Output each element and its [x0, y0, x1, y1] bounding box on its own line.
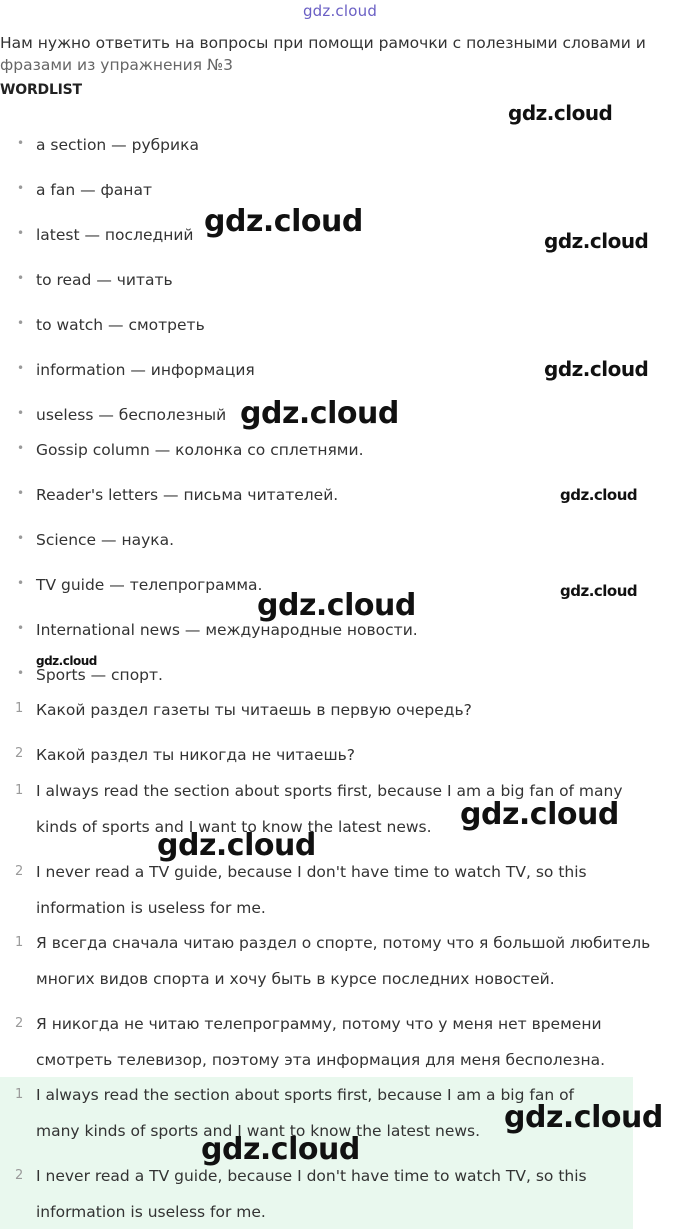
answer-line: Я никогда не читаю телепрограмму, потому что у меня нет времени	[36, 1015, 602, 1033]
bullet-icon: •	[17, 486, 25, 500]
watermark: gdz.cloud	[36, 654, 97, 668]
wordlist-title: WORDLIST	[0, 82, 82, 98]
watermark: gdz.cloud	[460, 797, 619, 832]
watermark: gdz.cloud	[544, 357, 649, 381]
watermark: gdz.cloud	[560, 582, 638, 600]
intro-line-1: Нам нужно ответить на вопросы при помощи рамочки с полезными словами и	[0, 34, 646, 52]
answer-line: kinds of sports and I want to know the latest news.	[36, 818, 432, 836]
intro-text	[0, 32, 680, 74]
watermark: gdz.cloud	[257, 588, 416, 623]
answer-line: многих видов спорта и хочу быть в курсе последних новостей.	[36, 970, 555, 988]
watermark: gdz.cloud	[504, 1100, 663, 1135]
intro-line-2: фразами из упражнения №3	[0, 56, 233, 74]
answer-line: many kinds of sports and I want to know the latest news.	[36, 1122, 481, 1140]
bullet-icon: •	[17, 361, 25, 375]
answer-line: Я всегда сначала читаю раздел о спорте, потому что я большой любитель	[36, 934, 651, 952]
watermark: gdz.cloud	[240, 396, 399, 431]
site-watermark-top: gdz.cloud	[302, 2, 378, 20]
bullet-icon: •	[17, 666, 25, 680]
watermark: gdz.cloud	[201, 1132, 360, 1167]
answer-line: I always read the section about sports first, because I am a big fan of many	[36, 782, 623, 800]
watermark: gdz.cloud	[157, 828, 316, 863]
bullet-icon: •	[17, 576, 25, 590]
answer-line: I never read a TV guide, because I don't have time to watch TV, so this	[36, 1167, 587, 1185]
watermark: gdz.cloud	[508, 101, 613, 125]
bullet-icon: •	[17, 406, 25, 420]
bullet-icon: •	[17, 181, 25, 195]
watermark: gdz.cloud	[560, 486, 638, 504]
answer-line: information is useless for me.	[36, 1203, 266, 1221]
answer-line: смотреть телевизор, поэтому эта информация для меня бесполезна.	[36, 1051, 606, 1069]
watermark: gdz.cloud	[204, 204, 363, 239]
bullet-icon: •	[17, 441, 25, 455]
bullet-icon: •	[17, 621, 25, 635]
answer-line: I never read a TV guide, because I don't have time to watch TV, so this	[36, 863, 587, 881]
bullet-icon: •	[17, 226, 25, 240]
answer-line: I always read the section about sports first, because I am a big fan of	[36, 1086, 575, 1104]
bullet-icon: •	[17, 271, 25, 285]
bullet-icon: •	[17, 531, 25, 545]
answer-line: information is useless for me.	[36, 899, 266, 917]
bullet-icon: •	[17, 136, 25, 150]
watermark: gdz.cloud	[544, 229, 649, 253]
bullet-icon: •	[17, 316, 25, 330]
